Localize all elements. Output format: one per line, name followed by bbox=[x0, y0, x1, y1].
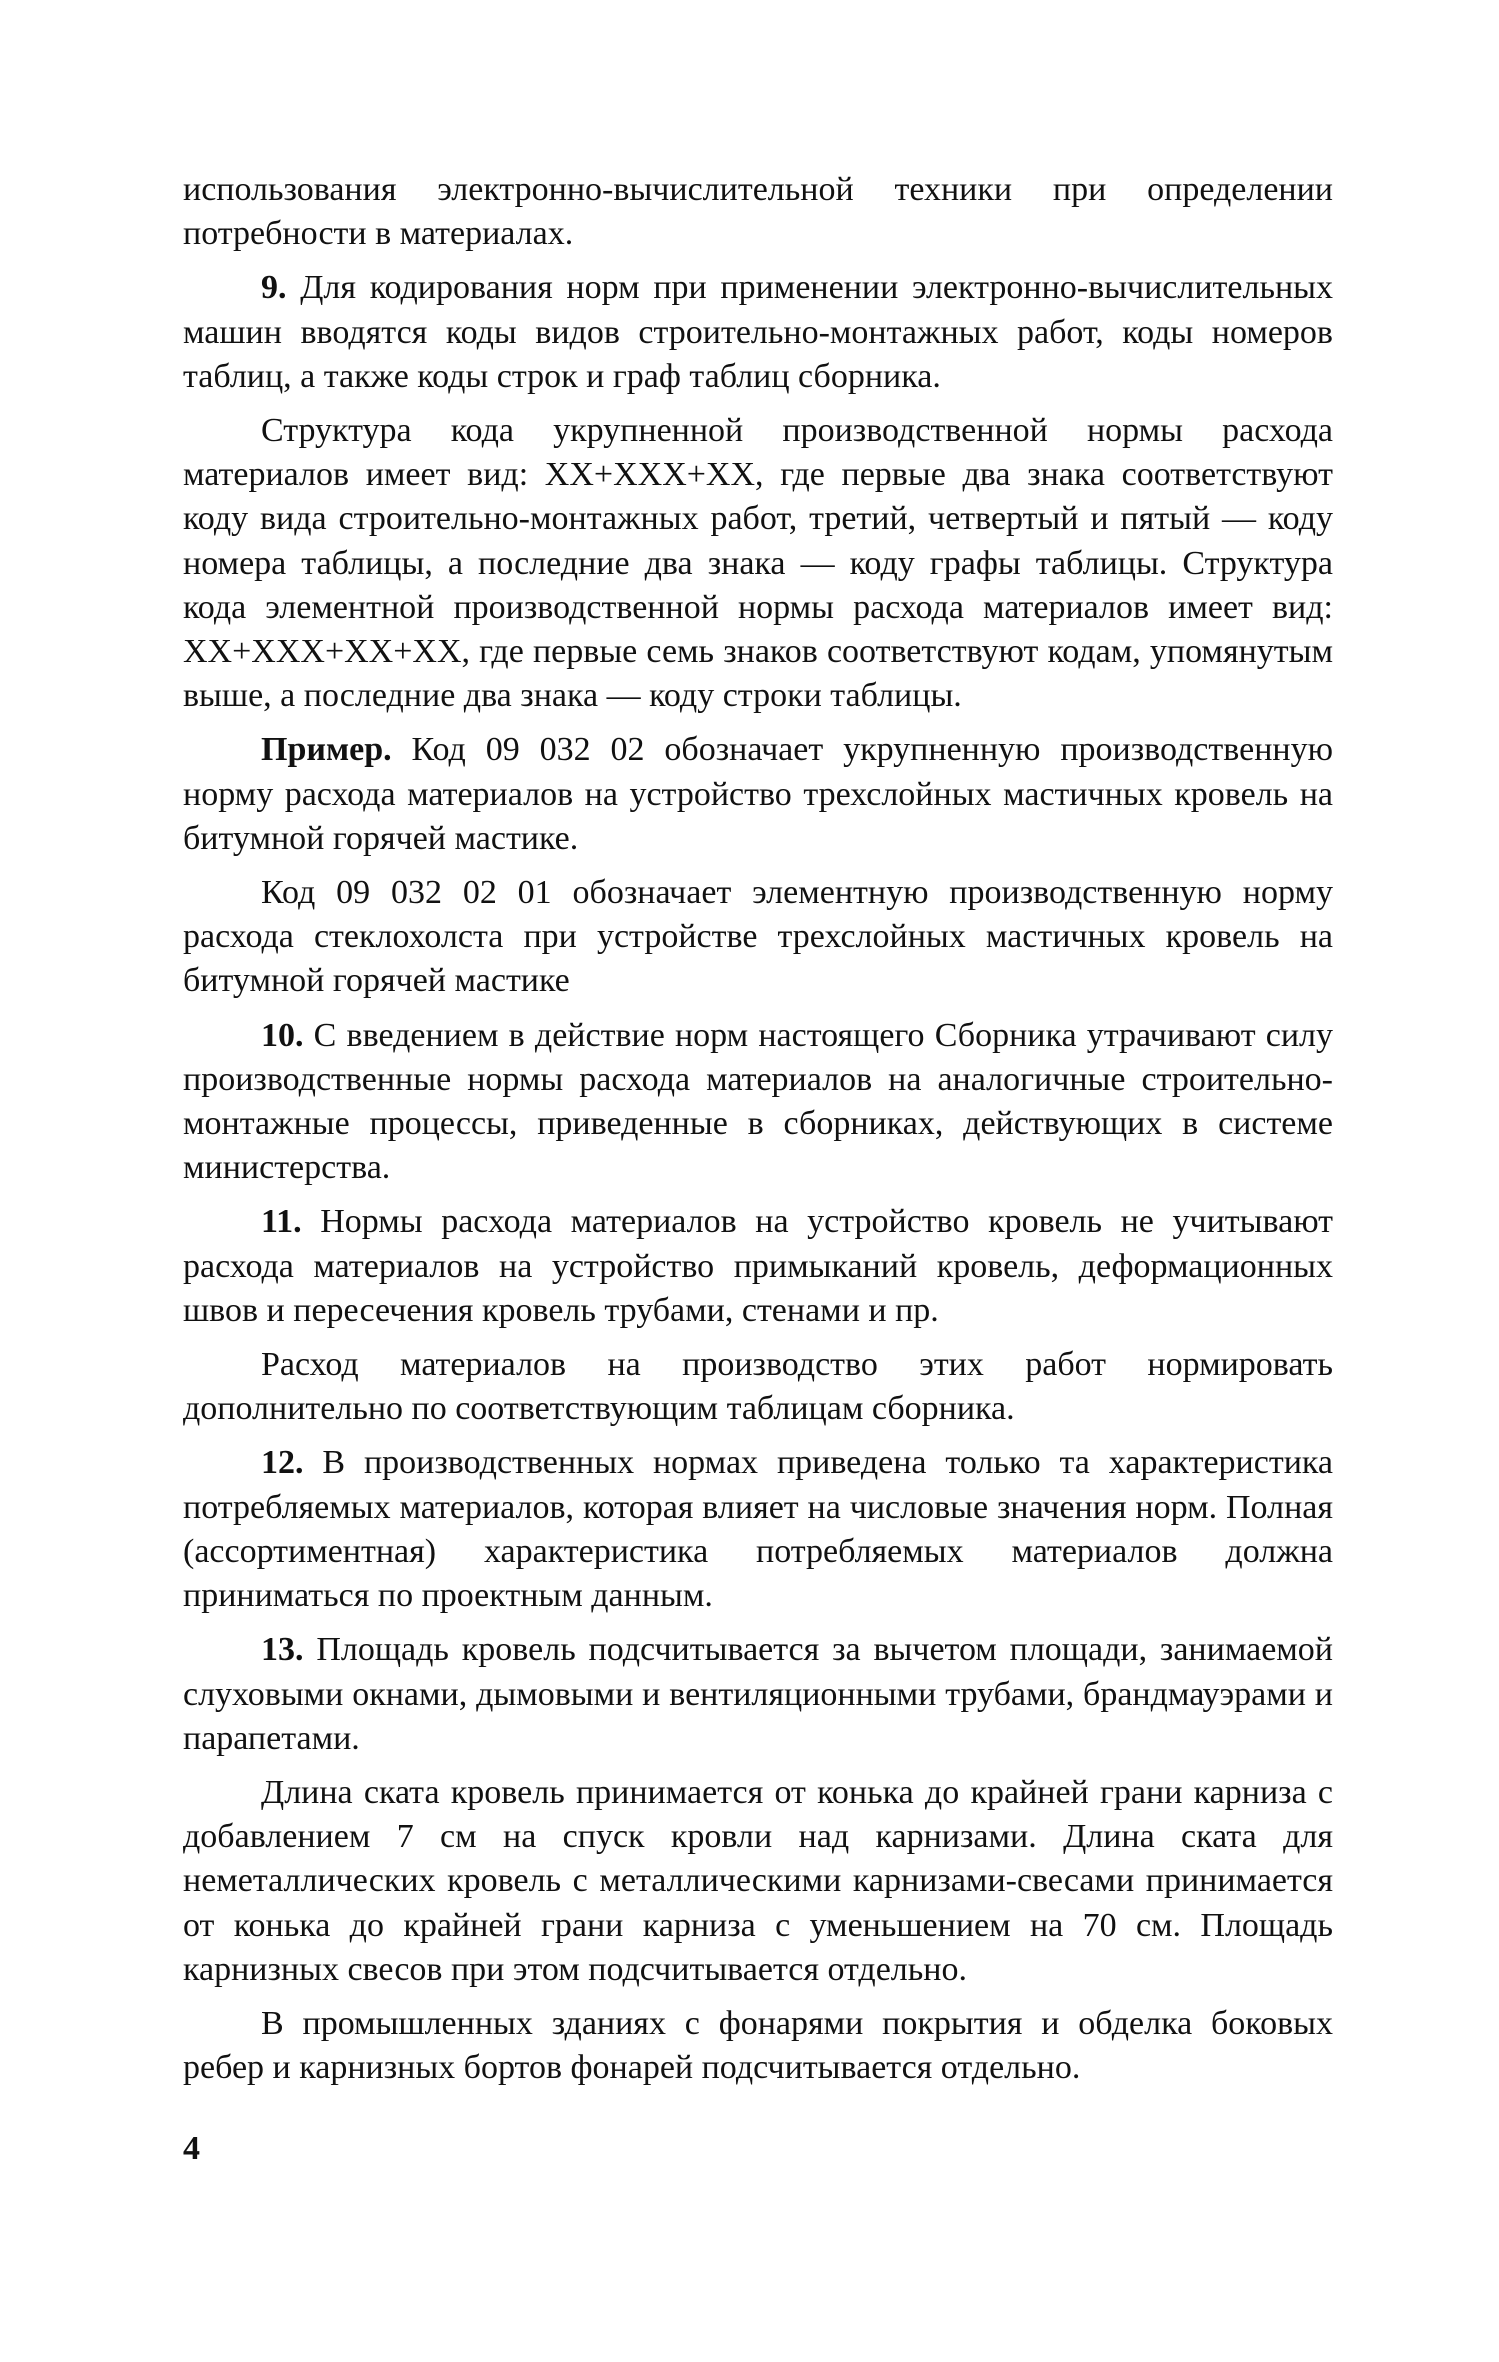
paragraph-continuation: использования электронно-вычислительной техники при определении потребности в материалах. bbox=[183, 171, 1333, 253]
paragraph-example bbox=[183, 728, 1333, 861]
paragraph-item-10 bbox=[183, 1014, 1333, 1191]
paragraph-text: Площадь кровель подсчитывается за вычетом площади, занимаемой слуховыми окнами, дымовыми и вентиляционными трубами, брандмауэрами и парапетами. bbox=[183, 1631, 1333, 1757]
paragraph-slope-length: Длина ската кровель принимается от конька до крайней грани карниза с добавлением 7 см на спуск кровли над карнизами. Длина ската для неметаллических кровель с металлическими карнизами-свесами принимается от конька до крайней грани карниза с уменьшением на 70 см. Площадь карнизных свесов при этом подсчитывается отдельно. bbox=[183, 1773, 1333, 1988]
paragraph-text: С введением в действие норм настоящего Сборника утрачивают силу производственные нормы расхода материалов на аналогичные строительно-монтажные процессы, приведенные в сборниках, действующих в системе министерства. bbox=[183, 1016, 1333, 1187]
item-number: 11. bbox=[261, 1203, 302, 1241]
paragraph-item-13 bbox=[183, 1628, 1333, 1761]
paragraph-example-code: Код 09 032 02 01 обозначает элементную производственную норму расхода стеклохолста при устройстве трехслойных мастичных кровель на битумной горячей мастике bbox=[183, 874, 1333, 1000]
paragraph-text: Для кодирования норм при применении электронно-вычислительных машин вводятся коды видов строительно-монтажных работ, коды номеров таблиц, а также коды строк и граф таблиц сборника. bbox=[183, 269, 1333, 395]
paragraph-item-9 bbox=[183, 266, 1333, 399]
paragraph-text: В производственных нормах приведена только та характеристика потребляемых материалов, которая влияет на числовые значения норм. Полная (ассортиментная) характеристика потребляемых материалов должна приниматься по проектным данным. bbox=[183, 1444, 1333, 1615]
paragraph-item-11 bbox=[183, 1200, 1333, 1333]
item-number: 9. bbox=[261, 269, 287, 307]
item-number: 10. bbox=[261, 1016, 304, 1054]
paragraph-text: Код 09 032 02 обозначает укрупненную производственную норму расхода материалов на устройство трехслойных мастичных кровель на битумной горячей мастике. bbox=[183, 731, 1333, 857]
paragraph-code-structure: Структура кода укрупненной производственной нормы расхода материалов имеет вид: XX+XXX+XX, где первые два знака соответствуют коду вида строительно-монтажных работ, третий, четвертый и пятый — коду номера таблицы, а последние два знака — коду графы таблицы. Структура кода элементной производственной нормы расхода материалов имеет вид: XX+XXX+XX+XX, где первые семь знаков соответствуют кодам, упомянутым выше, а последние два знака — коду строки таблицы. bbox=[183, 412, 1333, 715]
paragraph-item-12 bbox=[183, 1441, 1333, 1618]
document-body bbox=[183, 168, 1333, 2090]
paragraph-text: Нормы расхода материалов на устройство кровель не учитывают расхода материалов на устройство примыканий кровель, деформационных швов и пересечения кровель трубами, стенами и пр. bbox=[183, 1203, 1333, 1329]
example-label: Пример. bbox=[261, 731, 392, 769]
paragraph-expense: Расход материалов на производство этих работ нормировать дополнительно по соответствующим таблицам сборника. bbox=[183, 1346, 1333, 1428]
item-number: 12. bbox=[261, 1444, 304, 1482]
item-number: 13. bbox=[261, 1631, 304, 1669]
paragraph-industrial-buildings: В промышленных зданиях с фонарями покрытия и обделка боковых ребер и карнизных бортов фонарей подсчитывается отдельно. bbox=[183, 2004, 1333, 2087]
page-number: 4 bbox=[183, 2130, 200, 2167]
